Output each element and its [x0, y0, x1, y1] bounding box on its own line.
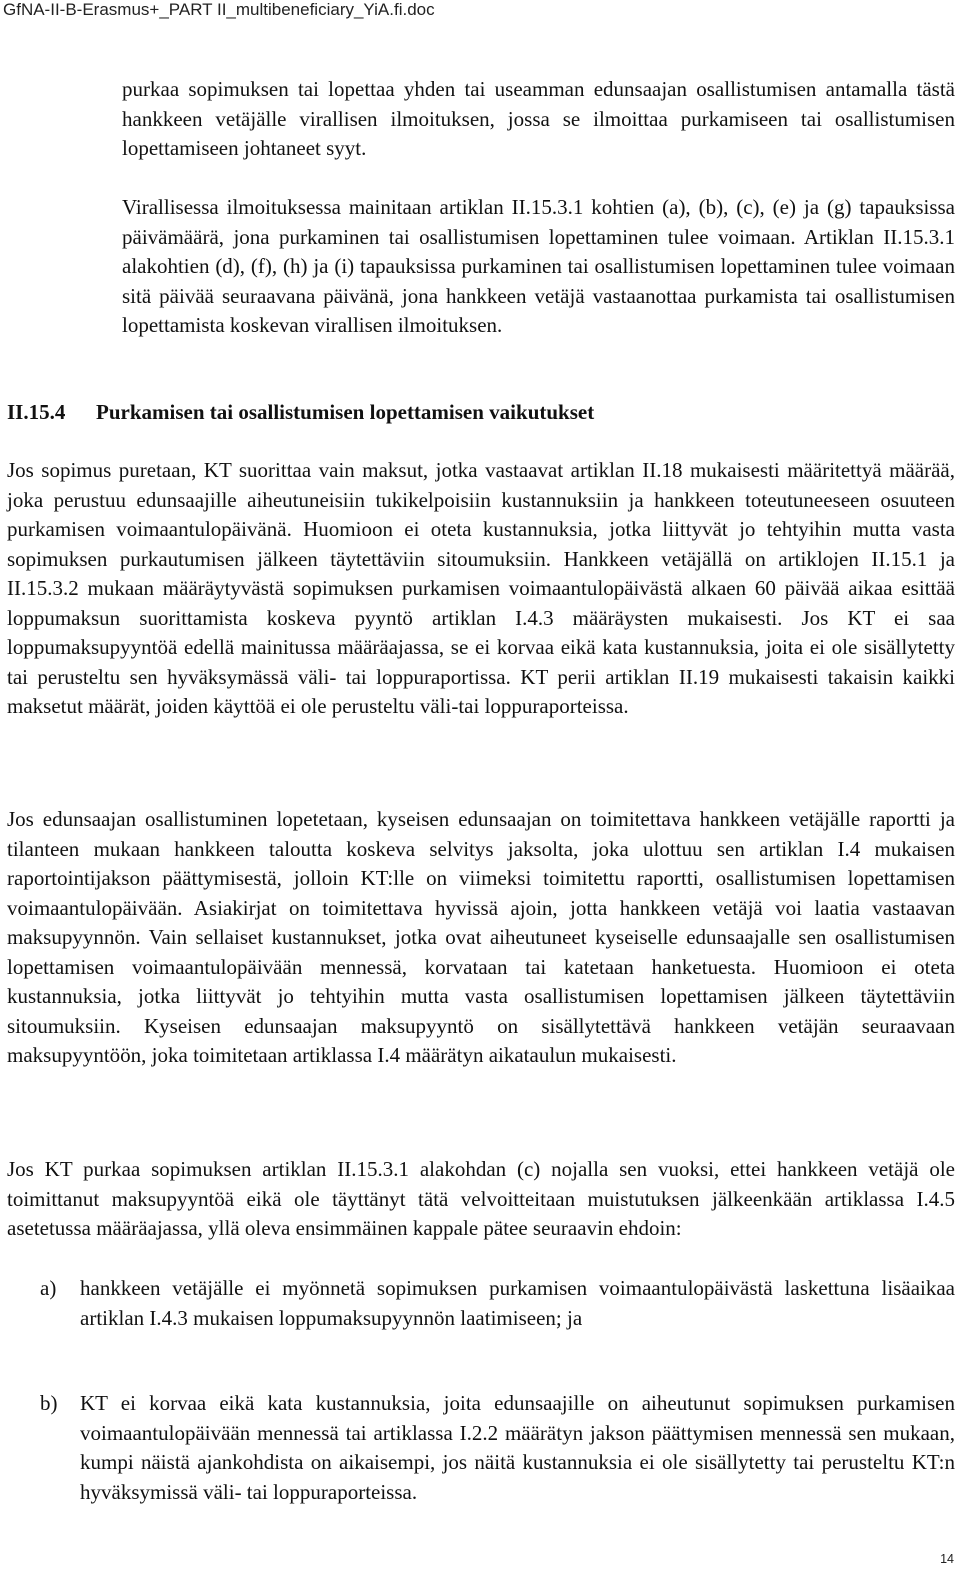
- list-item: [40, 1389, 955, 1507]
- paragraph-termination-notice: purkaa sopimuksen tai lopettaa yhden tai useamman edunsaajan osallistumisen antamalla tästä hankkeen vetäjälle virallisen ilmoituksen, jossa se ilmoittaa purkamiseen tai osallistumisen lopettamiseen johtaneet syyt.: [122, 77, 955, 160]
- section-number: II.15.4: [7, 400, 66, 424]
- paragraph-termination-effects: Jos sopimus puretaan, KT suorittaa vain maksut, jotka vastaavat artiklan II.18 mukaisesti määritettyä määrää, joka perustuu edunsaajille aiheutuneisiin tukikelpoisiin kustannuksiin ja hankkeen toteutuneeseen osuuteen purkamisen voimaantulopäivänä. Huomioon ei oteta kustannuksia, jotka liittyvät jo tehtyihin mutta vasta sopimuksen purkautumisen jälkeen täytettäviin sitoumuksiin. Hankkeen vetäjällä on artiklojen II.15.1 ja II.15.3.2 mukaan määräytyvästä sopimuksen purkamisen voimaantulopäivästä alkaen 60 päivää aikaa esittää loppumaksun suorittamista koskeva pyyntö artiklan I.4.3 määräysten mukaisesti. Jos KT ei saa loppumaksupyyntöä edellä mainitussa määräajassa, se ei korvaa eikä kata kustannuksia, joita ei ole sisällytetty tai perusteltu sen hyväksymässä väli- tai loppuraportissa. KT perii artiklan II.19 mukaisesti takaisin kaikki maksetut määrät, joiden käyttöä ei ole perusteltu väli-tai loppuraporteissa.: [7, 458, 955, 718]
- paragraph-conditions: Jos KT purkaa sopimuksen artiklan II.15.3.1 alakohdan (c) nojalla sen vuoksi, ettei hankkeen vetäjä ole toimittanut maksupyyntöä eikä ole täyttänyt tätä velvoitteitaan muistutuksen jälkeenkään artiklassa I.4.5 asetetussa määräajassa, yllä oleva ensimmäinen kappale pätee seuraavin ehdoin:: [7, 1157, 955, 1240]
- list-item-marker: a): [40, 1276, 57, 1300]
- document-filename: GfNA-II-B-Erasmus+_PART II_multibeneficiary_YiA.fi.doc: [3, 0, 435, 19]
- list-item: [40, 1274, 955, 1333]
- section-heading: [7, 398, 594, 428]
- list-item-text: KT ei korvaa eikä kata kustannuksia, joita edunsaajille on aiheutunut sopimuksen purkamisen voimaantulopäivään mennessä tai artiklassa I.2.2 määrätyn jakson päättymisen mennessä sen mukaan, kumpi näistä ajankohdista on aikaisempi, jos näitä kustannuksia ei ole sisällytetty tai perusteltu KT:n hyväksymissä väli- tai loppuraporteissa.: [80, 1391, 955, 1504]
- list-item-text: hankkeen vetäjälle ei myönnetä sopimuksen purkamisen voimaantulopäivästä laskettuna lisäaikaa artiklan I.4.3 mukaisen loppumaksupyynnön laatimiseen; ja: [80, 1276, 955, 1330]
- page-number: 14: [940, 1552, 954, 1566]
- section-title: Purkamisen tai osallistumisen lopettamisen vaikutukset: [96, 400, 595, 424]
- paragraph-beneficiary-termination: Jos edunsaajan osallistuminen lopetetaan, kyseisen edunsaajan on toimitettava hankkeen vetäjälle raportti ja tilanteen mukaan hankkeen taloutta koskeva selvitys jaksolta, joka ulottuu sen artiklan I.4 mukaisen raportointijakson päättymisestä, jolloin KT:lle on viimeksi toimitettu raportti, osallistumisen lopettamisen voimaantulopäivään. Asiakirjat on toimitettava hyvissä ajoin, jotta hankkeen vetäjä voi laatia vastaavan maksupyynnön. Vain sellaiset kustannukset, jotka ovat aiheutuneet kyseiselle edunsaajalle sen osallistumisen lopettamisen voimaantulopäivään mennessä, korvataan tai katetaan hanketuesta. Huomioon ei oteta kustannuksia, jotka liittyvät jo tehtyihin mutta vasta osallistumisen lopettamisen jälkeen täytettäviin sitoumuksiin. Kyseisen edunsaajan maksupyyntö on sisällytettävä hankkeen vetäjän seuraavaan maksupyyntöön, joka toimitetaan artiklassa I.4 määrätyn aikataulun mukaisesti.: [7, 807, 955, 1067]
- list-item-marker: b): [40, 1391, 58, 1415]
- paragraph-official-notice: Virallisessa ilmoituksessa mainitaan artiklan II.15.3.1 kohtien (a), (b), (c), (e) ja (g) tapauksissa päivämäärä, jona purkaminen tai osallistumisen lopettaminen tulee voimaan. Artiklan II.15.3.1 alakohtien (d), (f), (h) ja (i) tapauksissa purkaminen tai osallistumisen lopettaminen tulee voimaan sitä päivää seuraavana päivänä, jona hankkeen vetäjä vastaanottaa purkamista tai osallistumisen lopettamista koskevan virallisen ilmoituksen.: [122, 195, 955, 337]
